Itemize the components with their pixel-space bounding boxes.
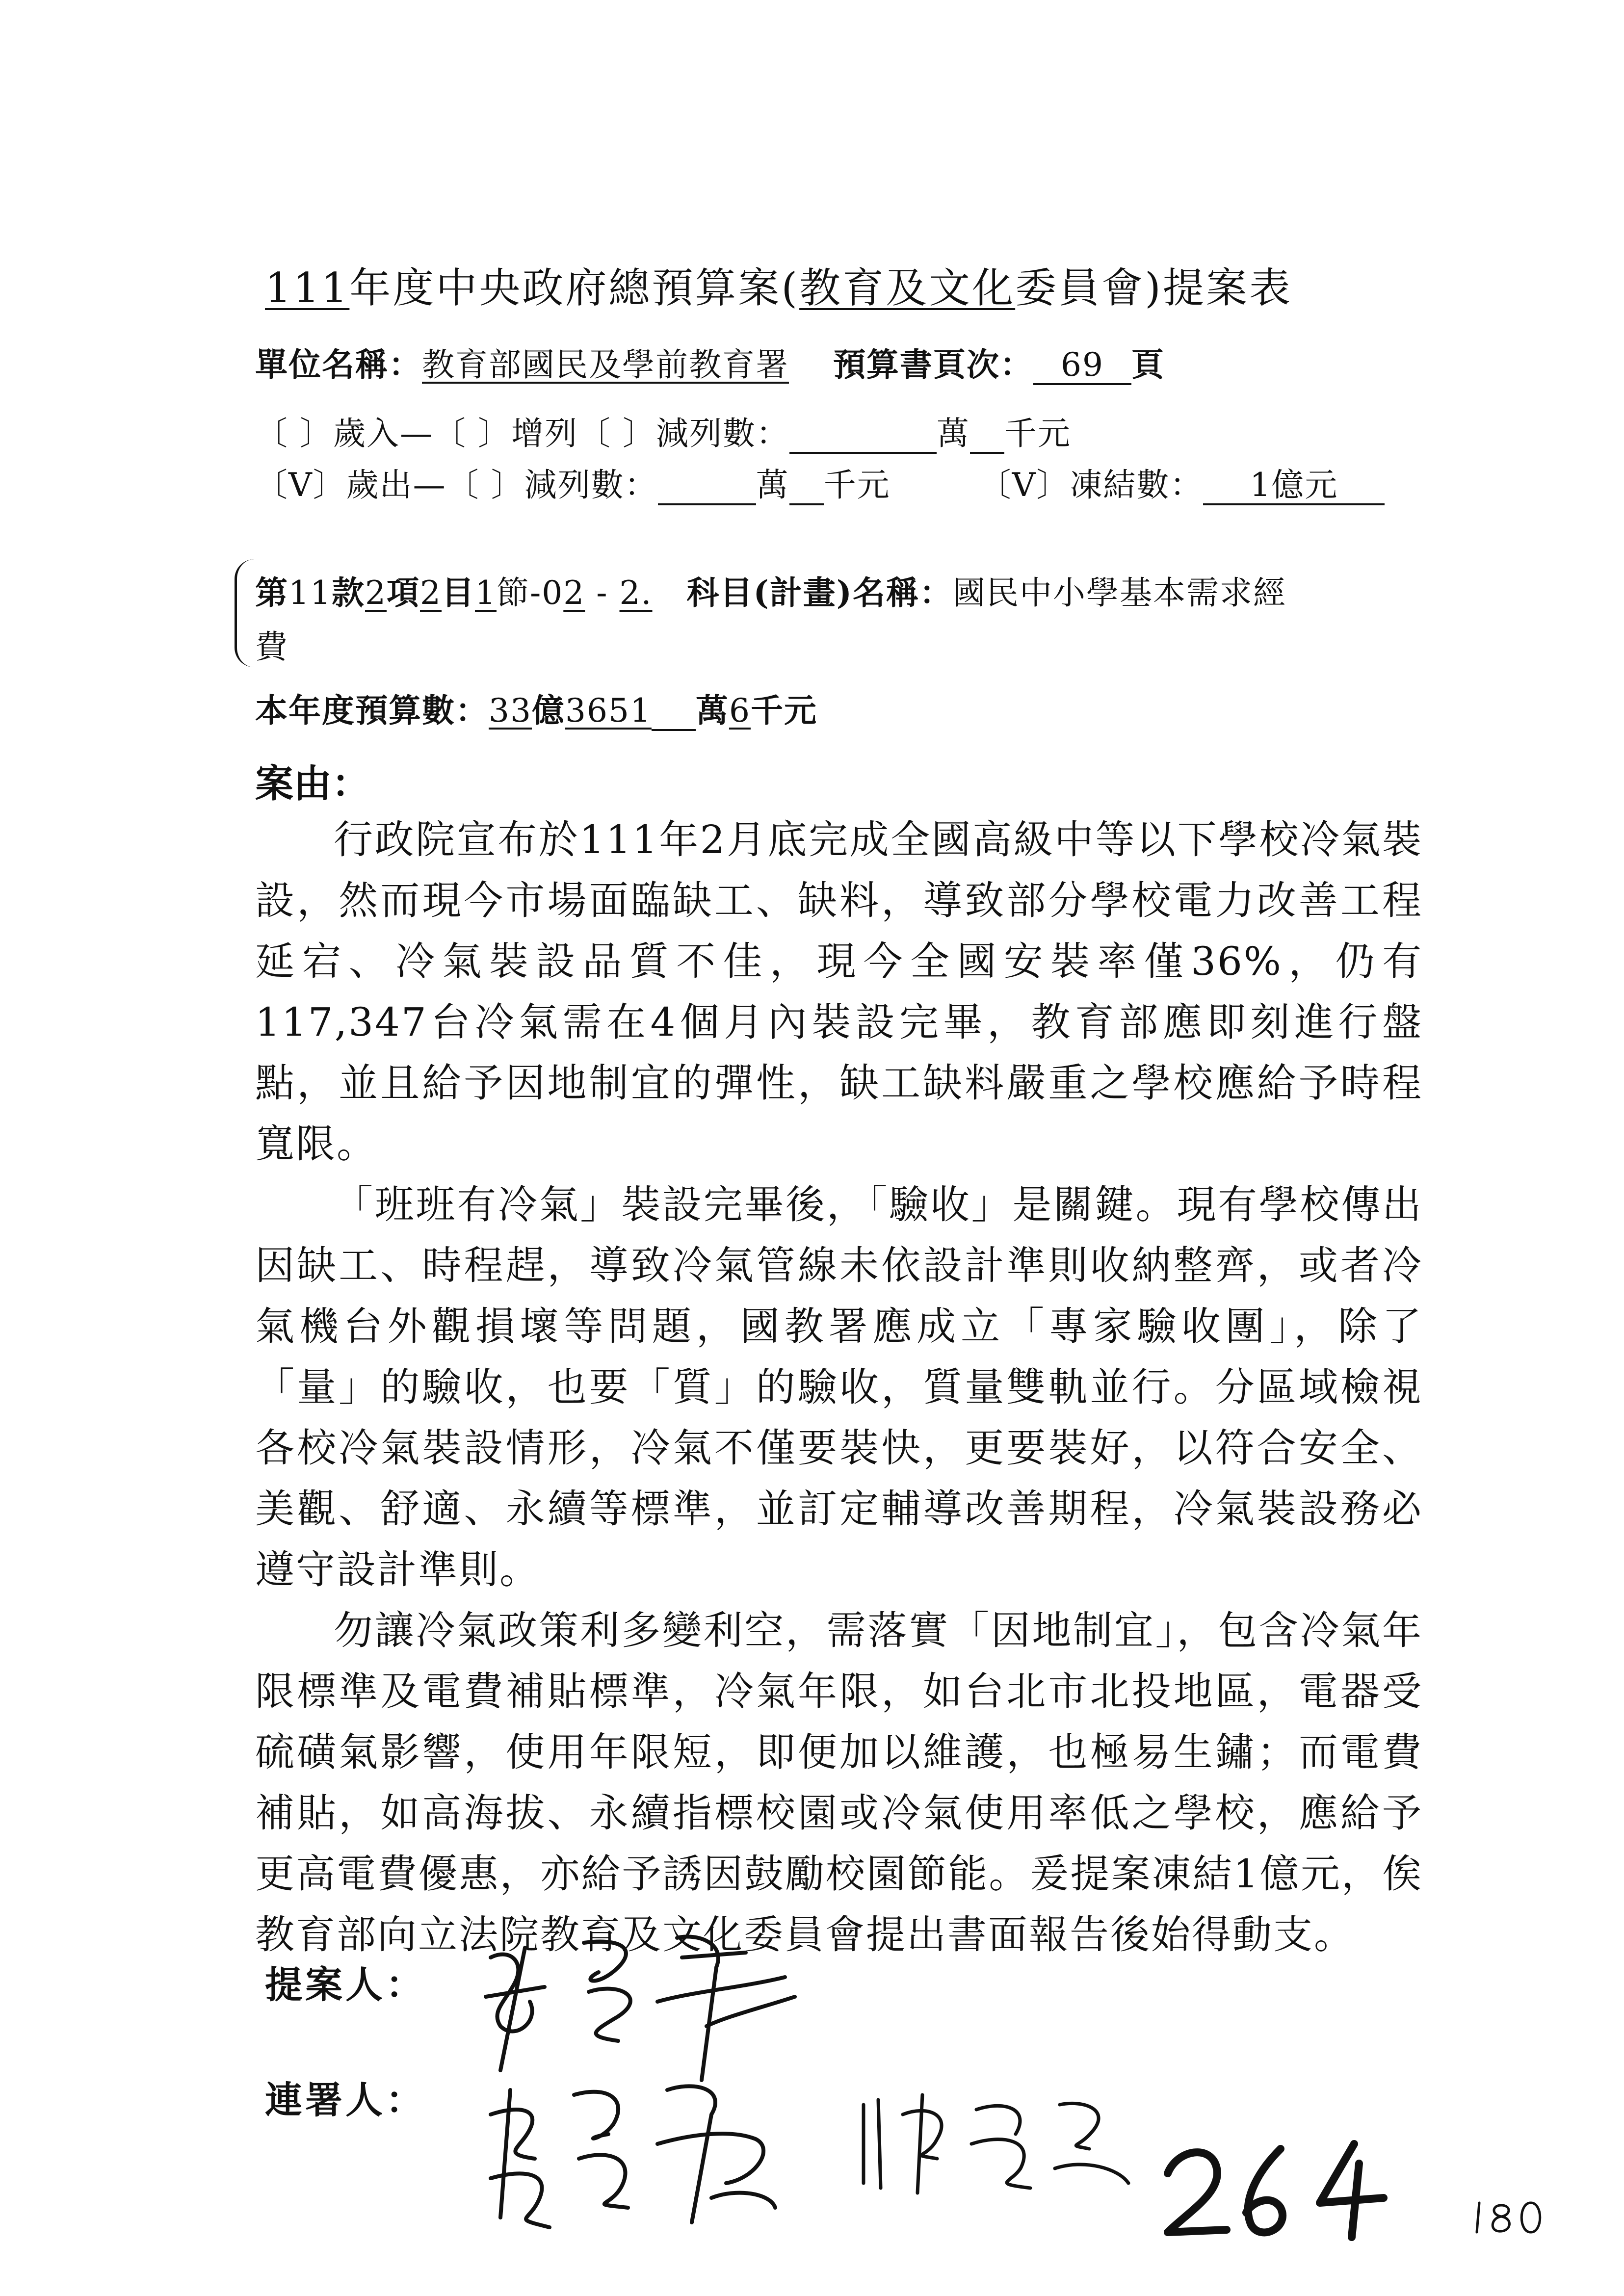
page-ref-suffix: 頁 (1131, 345, 1165, 384)
title-part1: 年度中央政府總預算案( (349, 264, 800, 312)
budget-n2: 3651 (565, 692, 652, 730)
expense-blank-wan (658, 468, 756, 505)
reason-paragraph-3: 勿讓冷氣政策利多變利空，需落實「因地制宜」，包含冷氣年限標準及電費補貼標準，冷氣年限，如台北市北投地區，電器受硫磺氣影響，使用年限短，即便加以維護，也極易生鏽；而電費補貼，如高海拔、永續指標校園或冷氣使用率低之學校，應給予更高電費優惠，亦給予誘因鼓勵校園節能。爰提案凍結1億元，俟教育部向立法院教育及文化委員會提出書面報告後始得動支。 (255, 1608, 1423, 1957)
item-k1: 第 (255, 574, 288, 612)
subject-continuation: 費 (255, 628, 288, 666)
unit-line (255, 339, 1165, 385)
budget-n1: 33 (489, 692, 532, 730)
item-n4: 1 (474, 574, 497, 612)
item-line (255, 567, 1286, 613)
reason-paragraph-2: 「班班有冷氣」裝設完畢後，「驗收」是關鍵。現有學校傳出因缺工、時程趕，導致冷氣管線未依設計準則收納整齊，或者冷氣機台外觀損壞等問題，國教署應成立「專家驗收團」，除了「量」的驗收，也要「質」的驗收，質量雙軌並行。分區域檢視各校冷氣裝設情形，冷氣不僅要裝快，更要裝好，以符合安全、美觀、舒適、永續等標準，並訂定輔導改善期程，冷氣裝設務必遵守設計準則。 (255, 1182, 1423, 1592)
reason-paragraph-1: 行政院宣布於111年2月底完成全國高級中等以下學校冷氣裝設，然而現今市場面臨缺工、缺料，導致部分學校電力改善工程延宕、冷氣裝設品質不佳，現今全國安裝率僅36%，仍有117,347台冷氣需在4個月內裝設完畢，教育部應即刻進行盤點，並且給予因地制宜的彈性，缺工缺料嚴重之學校應給予時程寬限。 (255, 817, 1423, 1167)
handwritten-page-number (1158, 2129, 1403, 2247)
revenue-line (255, 407, 1071, 454)
subject-label: 科目(計畫)名稱： (686, 574, 953, 612)
page-title (265, 255, 1292, 314)
revenue-text: 〔 〕歲入—〔 〕增列〔 〕減列數： (255, 415, 789, 452)
cosigner-signature-1 (481, 2061, 795, 2247)
freeze-label: 〔V〕凍結數： (978, 466, 1204, 504)
item-n2: 2 (365, 574, 387, 612)
page-ref-label: 預算書頁次： (833, 345, 1033, 384)
item-k3: 項 (386, 574, 420, 612)
title-year: 111 (265, 264, 350, 312)
revenue-unit-qian: 千元 (1004, 415, 1071, 452)
handwritten-page-number-2 (1472, 2193, 1550, 2237)
freeze-value: 1億元 (1203, 468, 1385, 505)
budget-line (255, 684, 817, 731)
expense-line (255, 459, 1385, 505)
expense-unit-wan: 萬 (756, 466, 789, 504)
revenue-unit-wan: 萬 (936, 415, 970, 452)
item-n3: 2 (419, 574, 442, 612)
unit-value: 教育部國民及學前教育署 (422, 346, 789, 384)
title-committee: 教育及文化 (799, 264, 1016, 312)
expense-text: 〔V〕歲出—〔 〕減列數： (255, 466, 658, 504)
cosigner-label: 連署人： (265, 2078, 426, 2122)
title-part2: 委員會)提案表 (1015, 264, 1292, 312)
budget-label: 本年度預算數： (255, 691, 489, 730)
subject-value: 國民中小學基本需求經 (953, 574, 1286, 612)
budget-u3: 千元 (750, 691, 817, 730)
cosigner-signature-2 (854, 2085, 1138, 2203)
item-k5: 節-0 (496, 574, 564, 612)
page-ref-value: 69 (1033, 347, 1131, 385)
item-k4: 目 (441, 574, 475, 612)
item-n1: 11 (288, 574, 332, 612)
budget-u1: 億 (531, 691, 565, 730)
reason-heading: 案由： (255, 761, 370, 806)
reason-body (255, 809, 1423, 1965)
proposer-label: 提案人： (265, 1963, 426, 2007)
item-k2: 款 (331, 574, 365, 612)
budget-n3: 6 (729, 692, 751, 730)
revenue-blank-wan (789, 416, 937, 454)
item-n5: 2 (563, 574, 585, 612)
budget-blank (652, 693, 696, 731)
item-n6: 2. (619, 574, 653, 612)
expense-unit-qian: 千元 (823, 466, 891, 504)
revenue-blank-qian (970, 416, 1004, 454)
unit-label: 單位名稱： (255, 345, 422, 384)
expense-blank-qian (789, 468, 824, 505)
budget-u2: 萬 (695, 691, 729, 730)
item-k6: - (585, 574, 620, 612)
